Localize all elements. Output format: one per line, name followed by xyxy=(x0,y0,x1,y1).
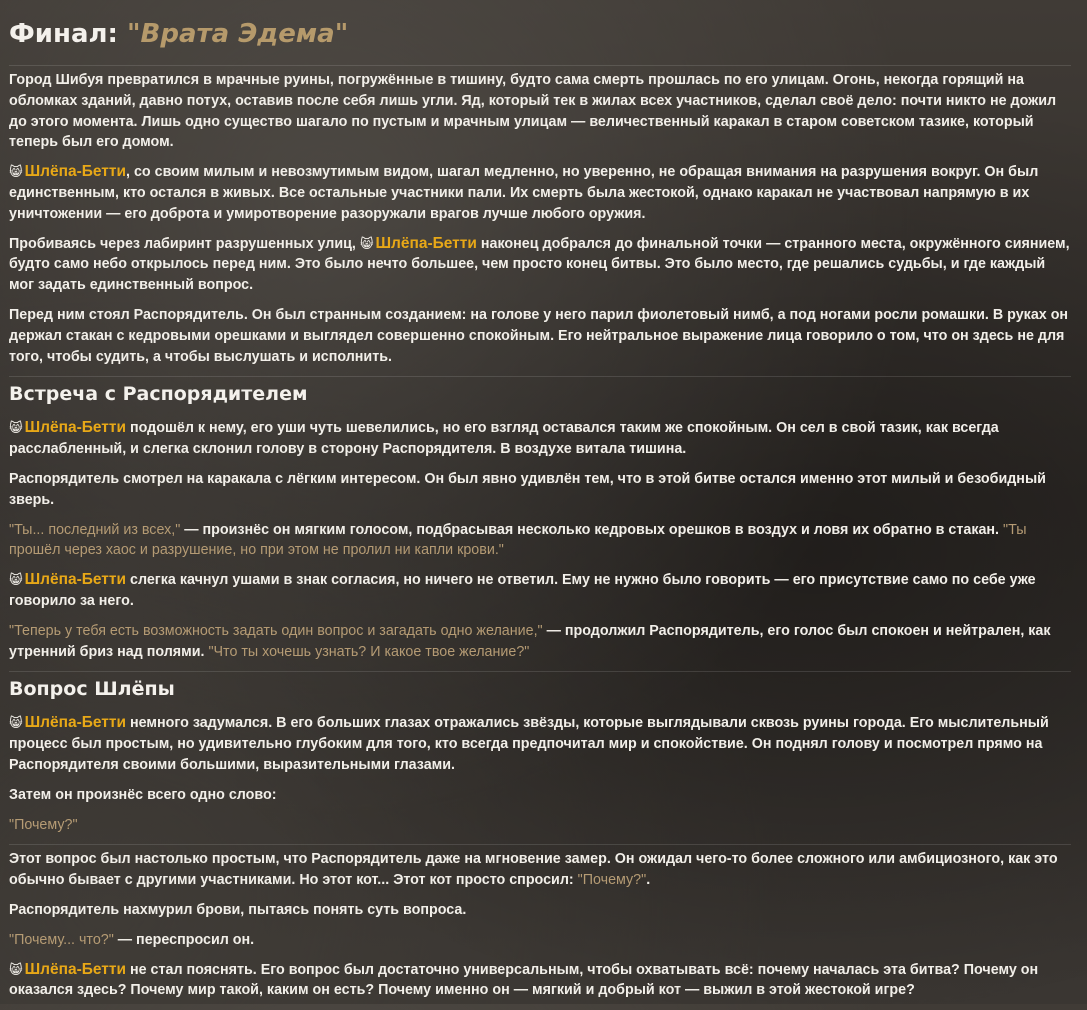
dialogue-quote: "Теперь у тебя есть возможность задать один вопрос и загадать одно желание," xyxy=(9,622,543,639)
intro-paragraph-3: Пробиваясь через лабиринт разрушенных улиц, 😸 Шлёпа-Бетти наконец добрался до финальной точки — странного места, окружённого сиянием, будто само небо открылось перед ним. Это было нечто большее, чем просто конец битвы. Это было место, где решались судьбы, и где каждый мог задать единственный вопрос. xyxy=(9,234,1070,294)
character-name: Шлёпа-Бетти xyxy=(24,163,127,181)
cat-face-icon: 😸 xyxy=(9,715,23,731)
question-paragraph-7: 😸 Шлёпа-Бетти не стал пояснять. Его вопрос был достаточно универсальным, чтобы охватывать всё: почему началась эта битва? Почему он оказался здесь? Почему мир такой, каким он есть? Почему именно он — мягкий и добрый кот — выжил в этой жестокой игре? xyxy=(9,960,1039,999)
dialogue-quote: "Почему?" xyxy=(577,872,647,889)
divider xyxy=(9,844,1071,845)
meeting-paragraph-4: 😸 Шлёпа-Бетти слегка качнул ушами в знак согласия, но ничего не ответил. Ему не нужно было говорить — его присутствие само по себе уже говорило за него. xyxy=(9,571,1036,609)
cat-face-icon: 😸 xyxy=(9,961,23,977)
character-name: Шлёпа-Бетти xyxy=(24,571,127,589)
story-content xyxy=(9,14,1071,1010)
cat-face-icon: 😸 xyxy=(9,572,23,588)
intro-paragraph-1: Город Шибуя превратился в мрачные руины, погружённые в тишину, будто сама смерть прошлась по его улицам. Огонь, некогда горящий на обломках зданий, давно потух, оставив после себя лишь угли. Яд, который тек в жилах всех участников, сделал своё дело: почти никто не дожил до этого момента. Лишь одно существо шагало по пустым и мрачным улицам — величественный каракал в старом советском тазике, который теперь был его домом. xyxy=(9,72,1057,151)
page-title xyxy=(9,14,1071,54)
intro-paragraph-2: 😸 Шлёпа-Бетти, со своим милым и невозмутимым видом, шагал медленно, но уверенно, не обращая внимания на разрушения вокруг. Он был единственным, кто остался в живых. Все остальные участники пали. Их смерть была жестокой, однако каракал не участвовал напрямую в их уничтожении — его доброта и умиротворение разоружали врагов лучше любого оружия. xyxy=(9,163,1039,222)
question-paragraph-5: Распорядитель нахмурил брови, пытаясь понять суть вопроса. xyxy=(9,901,467,918)
section-heading-question: Вопрос Шлёпы xyxy=(9,678,175,701)
cat-face-icon: 😸 xyxy=(9,164,23,180)
question-paragraph-1: 😸 Шлёпа-Бетти немного задумался. В его больших глазах отражались звёзды, которые выглядывали сквозь руины города. Его мыслительный процесс был простым, но удивительно глубоким для того, кто всегда предпочитал мир и спокойствие. Он поднял голову и посмотрел прямо на Распорядителя своими большими, выразительными глазами. xyxy=(9,714,1049,773)
dialogue-quote: "Ты прошёл через хаос и разрушение, но при этом не пролил ни капли крови." xyxy=(9,521,1027,559)
title-prefix: Финал: xyxy=(9,19,128,49)
character-name: Шлёпа-Бетти xyxy=(375,234,477,252)
cat-face-icon: 😸 xyxy=(359,235,374,251)
meeting-paragraph-3: "Ты... последний из всех," — произнёс он мягким голосом, подбрасывая несколько кедровых орешков в воздух и ловя их обратно в стакан. "Ты прошёл через хаос и разрушение, но при этом не пролил ни капли крови." xyxy=(9,521,1027,559)
divider xyxy=(9,671,1071,672)
dialogue-quote: "Что ты хочешь узнать? И какое твое желание?" xyxy=(208,643,530,660)
dialogue-quote: "Почему?" xyxy=(9,816,78,833)
character-name: Шлёпа-Бетти xyxy=(24,960,127,978)
divider xyxy=(9,376,1071,377)
question-paragraph-4: Этот вопрос был настолько простым, что Распорядитель даже на мгновение замер. Он ожидал чего-то более сложного или амбициозного, как это обычно бывает с другими участниками. Но этот кот... Этот кот просто спросил: "Почему?". xyxy=(9,851,1058,889)
meeting-paragraph-5: "Теперь у тебя есть возможность задать один вопрос и загадать одно желание," — продолжил Распорядитель, его голос был спокоен и нейтрален, как утренний бриз над полями. "Что ты хочешь узнать? И какое твое желание?" xyxy=(9,622,1051,660)
question-paragraph-6: "Почему... что?" — переспросил он. xyxy=(9,931,255,948)
cat-face-icon: 😸 xyxy=(9,420,23,436)
meeting-paragraph-1: 😸 Шлёпа-Бетти подошёл к нему, его уши чуть шевелились, но его взгляд оставался таким же спокойным. Он сел в свой тазик, как всегда расслабленный, и слегка склонил голову в сторону Распорядителя. В воздухе витала тишина. xyxy=(9,419,999,458)
dialogue-quote: "Ты... последний из всех," xyxy=(9,521,181,538)
section-heading-meeting: Встреча с Распорядителем xyxy=(9,383,308,406)
question-paragraph-2: Затем он произнёс всего одно слово: xyxy=(9,786,277,803)
question-paragraph-3 xyxy=(9,815,1071,836)
character-name: Шлёпа-Бетти xyxy=(24,714,127,732)
meeting-paragraph-2: Распорядитель смотрел на каракала с лёгким интересом. Он был явно удивлён тем, что в этой битве остался именно этот милый и безобидный зверь. xyxy=(9,470,1046,508)
character-name: Шлёпа-Бетти xyxy=(24,419,127,437)
dialogue-quote: "Почему... что?" xyxy=(9,931,114,948)
intro-paragraph-4: Перед ним стоял Распорядитель. Он был странным созданием: на голове у него парил фиолетовый нимб, а под ногами росли ромашки. В руках он держал стакан с кедровыми орешками и выглядел совершенно спокойным. Его нейтральное выражение лица говорило о том, что он здесь не для того, чтобы судить, а чтобы выслушать и исполнить. xyxy=(9,306,1069,365)
divider xyxy=(9,65,1071,66)
title-accent: "Врата Эдема" xyxy=(127,19,349,49)
